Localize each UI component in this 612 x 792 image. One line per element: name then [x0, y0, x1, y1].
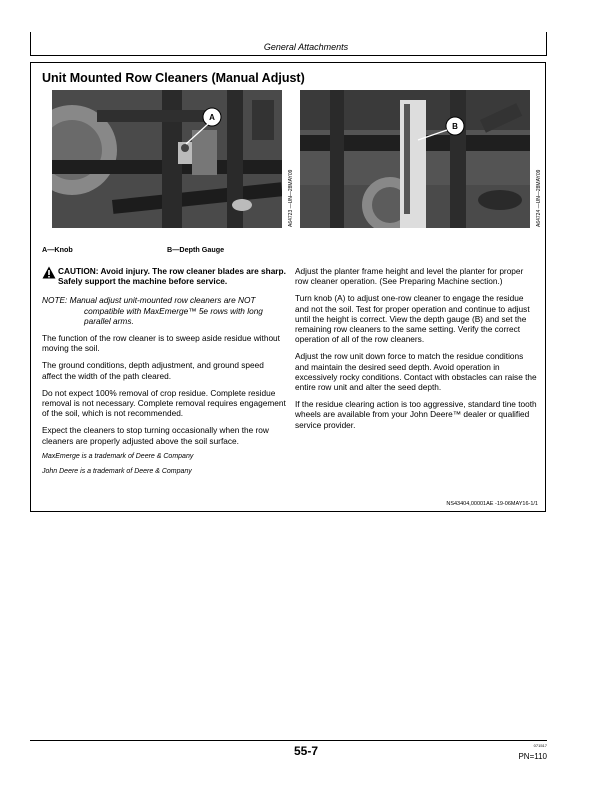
footer-small-code: 071517: [533, 743, 547, 748]
figure-a-code: A64723 —UN—28MAY09: [288, 169, 294, 227]
reference-code: NS43404,00001AE -19-06MAY16-1/1: [446, 501, 538, 507]
figure-b-code: A64724 —UN—28MAY09: [536, 169, 542, 227]
section-title: Unit Mounted Row Cleaners (Manual Adjust): [42, 71, 305, 85]
caption-knob: A—Knob: [42, 245, 73, 254]
trademark-note: MaxEmerge is a trademark of Deere & Company: [42, 452, 194, 460]
callout-a: A: [209, 113, 215, 122]
knob-photo-illustration: [52, 90, 282, 228]
paragraph: Do not expect 100% removal of crop residue. Complete residue removal is not necessary. Complete removal requires engagement of the soil, which is not recommended.: [42, 387, 286, 419]
caption-depth-gauge: B—Depth Gauge: [167, 245, 225, 254]
right-column: [295, 266, 537, 437]
caution-block: [42, 266, 286, 286]
caution-text: CAUTION: Avoid injury. The row cleaner blades are sharp. Safely support the machine before service.: [58, 266, 286, 287]
page-number: 55-7: [293, 744, 319, 758]
paragraph: Turn knob (A) to adjust one-row cleaner to engage the residue and not the soil. Test for proper operation and continue to adjust until the height is correct. View the depth gauge (B) and set the remaining row cleaners to the same setting. Verify the correct operation of all of the row cleaners.: [295, 293, 530, 345]
paragraph: Adjust the row unit down force to match the residue conditions and maintain the desired seed depth. Avoid operation in excessively rocky conditions. Contact with obstacles can raise the entire row unit and alter the seed depth.: [295, 351, 537, 393]
paragraph: Expect the cleaners to stop turning occasionally when the row cleaners are properly adjusted above the soil surface.: [42, 425, 269, 446]
trademark-note: John Deere is a trademark of Deere & Company: [42, 468, 192, 476]
depth-gauge-photo-illustration: [300, 90, 530, 228]
note-text: NOTE: Manual adjust unit-mounted row cleaners are NOT compatible with MaxEmerge™ 5e rows with long parallel arms.: [42, 295, 263, 326]
warning-icon: [42, 266, 56, 279]
paragraph: Adjust the planter frame height and level the planter for proper row cleaner operation. (See Preparing Machine section.): [295, 266, 524, 287]
paragraph: The function of the row cleaner is to sweep aside residue without moving the soil.: [42, 333, 280, 354]
paragraph: If the residue clearing action is too aggressive, standard tine tooth wheels are available from your John Deere™ dealer or qualified service provider.: [295, 399, 537, 430]
page-pn: PN=110: [518, 752, 547, 761]
row-cleaner-depth-gauge-photo: [300, 90, 530, 228]
callout-b: B: [452, 122, 458, 131]
header-rule: [30, 55, 547, 56]
footer-rule: [30, 740, 547, 741]
paragraph: The ground conditions, depth adjustment, and ground speed affect the width of the path cleared.: [42, 360, 264, 381]
header-title: General Attachments: [263, 42, 349, 52]
left-column: [42, 266, 286, 484]
row-cleaner-knob-photo: [52, 90, 282, 228]
